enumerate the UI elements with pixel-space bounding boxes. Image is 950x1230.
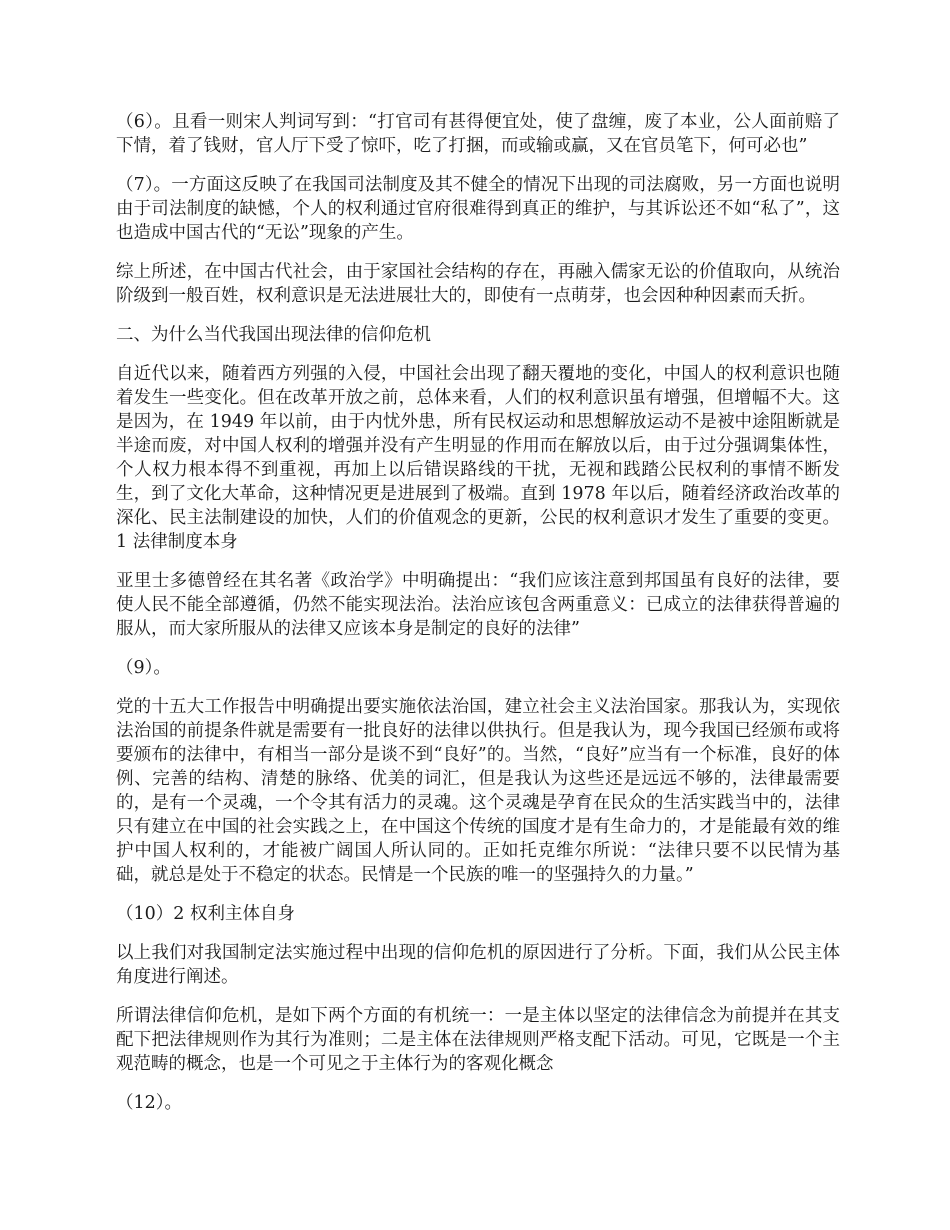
paragraph-analysis: 以上我们对我国制定法实施过程中出现的信仰危机的原因进行了分析。下面，我们从公民主体角度进行阐述。 (116, 943, 840, 987)
subsection-heading: （10）2 权利主体自身 (116, 904, 295, 924)
paragraph-citation-9: （9）。 (116, 658, 171, 678)
paragraph-rule-of-law: 党的十五大工作报告中明确提出要实施依法治国，建立社会主义法治国家。那我认为，实现依法治国的前提条件就是需要有一批良好的法律以供执行。但是我认为，现今我国已经颁布或将要颁布的法律中，有相当一部分是谈不到“良好”的。当然，“良好”应当有一个标准，良好的体例、完善的结构、清楚的脉络、优美的词汇，但是我认为这些还是远远不够的，法律最需要的，是有一个灵魂，一个令其有活力的灵魂。这个灵魂是孕育在民众的生活实践当中的，法律只有建立在中国的社会实践之上，在中国这个传统的国度才是有生命力的，才是能最有效的维护中国人权利的，才能被广阔国人所认同的。正如托克维尔所说：“法律只要不以民情为基础，就总是处于不稳定的状态。民情是一个民族的唯一的坚强持久的力量。” (116, 697, 840, 885)
document-body (116, 110, 840, 1130)
paragraph-aristotle: 亚里士多德曾经在其名著《政治学》中明确提出：“我们应该注意到邦国虽有良好的法律，要使人民不能全部遵循，仍然不能实现法治。法治应该包含两重意义：已成立的法律获得普遍的服从，而大家所服从的法律又应该本身是制定的良好的法律” (116, 571, 840, 639)
paragraph-citation-12: （12）。 (116, 1093, 183, 1113)
section-heading: 二、为什么当代我国出现法律的信仰危机 (116, 325, 431, 345)
paragraph-definition: 所谓法律信仰危机，是如下两个方面的有机统一：一是主体以坚定的法律信念为前提并在其支配下把法律规则作为其行为准则；二是主体在法律规则严格支配下活动。可见，它既是一个主观范畴的概念，也是一个可见之于主体行为的客观化概念 (116, 1006, 840, 1074)
paragraph-modern-history: 自近代以来，随着西方列强的入侵，中国社会出现了翻天覆地的变化，中国人的权利意识也随着发生一些变化。但在改革开放之前，总体来看，人们的权利意识虽有增强，但增幅不大。这是因为，在 1949 年以前，由于内忧外患，所有民权运动和思想解放运动不是被中途阻断就是半途而废，对中国人权利的增强并没有产生明显的作用而在解放以后，由于过分强调集体性，个人权力根本得不到重视，再加上以后错误路线的干扰，无视和践踏公民权利的事情不断发生，到了文化大革命，这种情况更是进展到了极端。直到 1978 年以后，随着经济政治改革的深化、民主法制建设的加快，人们的价值观念的更新，公民的权利意识才发生了重要的变更。1 法律制度本身 (116, 364, 840, 552)
paragraph-citation-6: （6）。且看一则宋人判词写到：“打官司有甚得便宜处，使了盘缠，废了本业，公人面前赔了下情，着了钱财，官人厅下受了惊吓，吃了打捆，而或输或赢，又在官员笔下，何可必也” (116, 112, 840, 156)
paragraph-summary: 综上所述，在中国古代社会，由于家国社会结构的存在，再融入儒家无讼的价值取向，从统治阶级到一般百姓，权利意识是无法进展壮大的，即使有一点萌芽，也会因种种因素而夭折。 (116, 262, 840, 306)
paragraph-citation-7: （7）。一方面这反映了在我国司法制度及其不健全的情况下出现的司法腐败，另一方面也说明由于司法制度的缺憾，个人的权利通过官府很难得到真正的维护，与其诉讼还不如“私了”，这也造成中国古代的“无讼”现象的产生。 (116, 175, 840, 243)
